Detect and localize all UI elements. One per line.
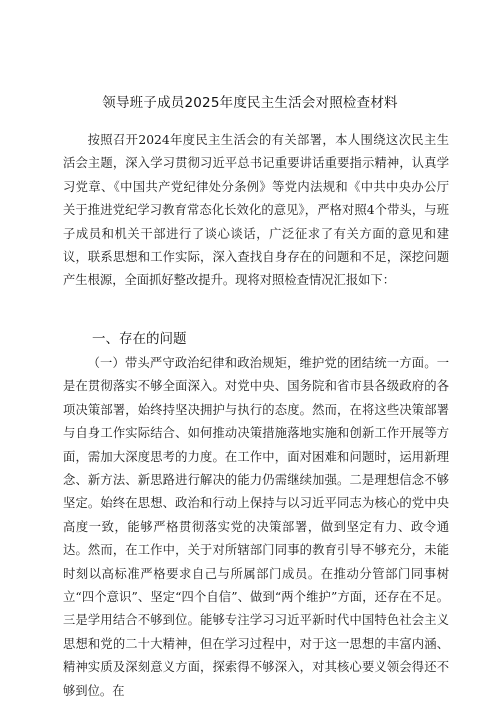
body-paragraph: （一）带头严守政治纪律和政治规矩，维护党的团结统一方面。一是在贯彻落实不够全面深入。对党中央、国务院和省市县各级政府的各项决策部署，始终持坚决拥护与执行的态度。然而，在将这些决策部署与自身工作实际结合、如何推动决策措施落地实施和创新工作开展等方面，需加大深度思考的力度。在工作中，面对困难和问题时，运用新理念、新方法、新思路进行解决的能力仍需继续加强。二是理想信念不够坚定。始终在思想、政治和行动上保持与以习近平同志为核心的党中央高度一致，能够严格贯彻落实党的决策部署，做到坚定有力、政令通达。然而，在工作中，关于对所辖部门同事的教育引导不够充分，未能时刻以高标准严格要求自己与所属部门成员。在推动分管部门同事树立“四个意识”、坚定“四个自信”、做到“两个维护”方面，还存在不足。三是学用结合不够到位。能够专注学习习近平新时代中国特色社会主义思想和党的二十大精神，但在学习过程中，对于这一思想的丰富内涵、精神实质及深刻意义方面，探索得不够深入，对其核心要义领会得还不够到位。在 <box>63 356 449 698</box>
intro-paragraph: 按照召开2024年度民主生活会的有关部署，本人围绕这次民主生活会主题，深入学习贯彻习近平总书记重要讲话重要指示精神，认真学习党章、《中国共产党纪律处分条例》等党内法规和《中共中央办公厅关于推进党纪学习教育常态化长效化的意见》，严格对照4个带头，与班子成员和机关干部进行了谈心谈话，广泛征求了有关方面的意见和建议，联系思想和工作实际，深入查找自身存在的问题和不足，深挖问题产生根源，全面抓好整改提升。现将对照检查情况汇报如下： <box>63 133 449 288</box>
document-title: 领导班子成员2025年度民主生活会对照检查材料 <box>102 95 398 111</box>
section-heading: 一、存在的问题 <box>92 331 187 347</box>
